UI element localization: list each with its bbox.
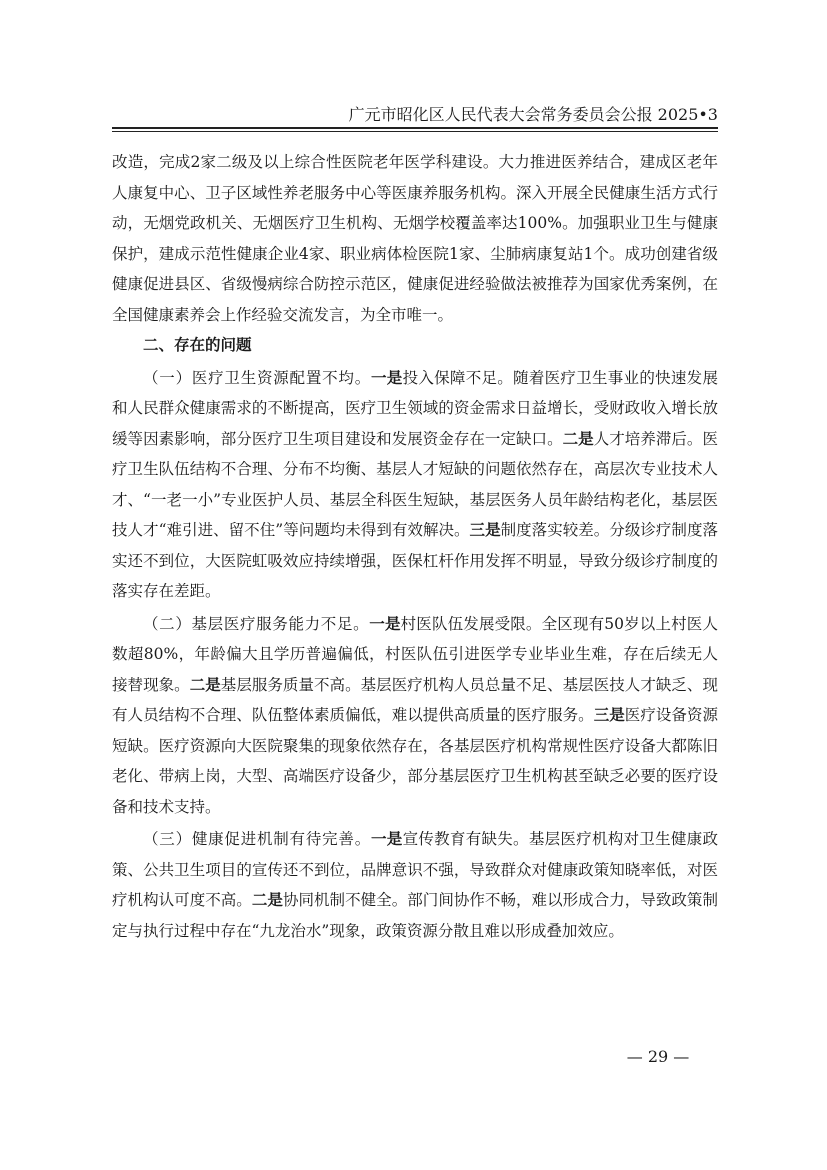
page-number: — 29 — [626, 1047, 690, 1066]
enumeration-lead: 一是 [370, 367, 403, 387]
enumeration-lead: 一是 [369, 613, 401, 633]
enumeration-lead: 三是 [469, 520, 501, 539]
paragraph-text: 基层服务质量不高。基层医疗机构人员总量不足、基层医技人才缺乏、现有人员结构不合理、队伍整体素质偏低，难以提供高质量的医疗服务。 [112, 675, 718, 724]
enumeration-lead: 一是 [370, 829, 403, 848]
paragraph-text: 制度落实较差。分级诊疗制度落实还不到位，大医院虹吸效应持续增强，医保杠杆作用发挥不明显，导致分级诊疗制度的落实存在差距。 [112, 521, 718, 600]
header-rule-thin [112, 131, 718, 132]
paragraph-text: 投入保障不足。随着医疗卫生事业的快速发展和人民群众健康需求的不断提高，医疗卫生领域的资金需求日益增长，受财政收入增长放缓等因素影响，部分医疗卫生项目建设和发展资金存在一定缺口。 [112, 368, 718, 448]
paragraph-text: 村医队伍发展受限。全区现有50岁以上村医人数超80%，年龄偏大且学历普遍偏低，村医队伍引进医学专业毕业生难，存在后续无人接替现象。 [112, 614, 718, 694]
paragraph-resource-allocation [112, 363, 718, 607]
subsection-title: （三）健康促进机制有待完善。 [143, 830, 371, 848]
paragraph-health-promotion [112, 824, 718, 946]
subsection-title: （二）基层医疗服务能力不足。 [143, 614, 370, 633]
subsection-title: （一）医疗卫生资源配置不均。 [143, 368, 371, 387]
header-rule-thick [112, 127, 718, 129]
enumeration-lead: 二是 [189, 674, 221, 694]
paragraph-text: 医疗设备资源短缺。医疗资源向大医院聚集的现象依然存在，各基层医疗机构常规性医疗设备大都陈旧老化、带病上岗，大型、高端医疗设备少，部分基层医疗卫生机构甚至缺乏必要的医疗设备和技术支持。 [112, 706, 718, 816]
enumeration-lead: 三是 [593, 705, 625, 724]
paragraph-text: 人才培养滞后。医疗卫生队伍结构不合理、分布不均衡、基层人才短缺的问题依然存在，高层次专业技术人才、“一老一小”专业医护人员、基层全科医生短缺，基层医务人员年龄结构老化，基层医技人才“难引进、留不住”等问题均未得到有效解决。 [112, 429, 718, 539]
section-heading: 二、存在的问题 [143, 336, 252, 354]
paragraph-text: 宣传教育有缺失。基层医疗机构对卫生健康政策、公共卫生项目的宣传还不到位，品牌意识不强，导致群众对健康政策知晓率低，对医疗机构认可度不高。 [112, 830, 718, 909]
page-header: 广元市昭化区人民代表大会常务委员会公报 2025•3 [348, 105, 718, 124]
document-body [112, 147, 718, 946]
enumeration-lead: 二是 [562, 428, 594, 448]
paragraph-text: 协同机制不健全。部门间协作不畅，难以形成合力，导致政策制定与执行过程中存在“九龙治水”现象，政策资源分散且难以形成叠加效应。 [112, 891, 718, 940]
enumeration-lead: 二是 [251, 890, 283, 909]
paragraph-continued: 改造，完成2家二级及以上综合性医院老年医学科建设。大力推进医养结合，建成区老年人康复中心、卫子区域性养老服务中心等医康养服务机构。深入开展全民健康生活方式行动，无烟党政机关、无烟医疗卫生机构、无烟学校覆盖率达100%。加强职业卫生与健康保护，建成示范性健康企业4家、职业病体检医院1家、尘肺病康复站1个。成功创建省级健康促进县区、省级慢病综合防控示范区，健康促进经验做法被推荐为国家优秀案例，在全国健康素养会上作经验交流发言，为全市唯一。 [112, 153, 718, 324]
paragraph-primary-care [112, 609, 718, 823]
